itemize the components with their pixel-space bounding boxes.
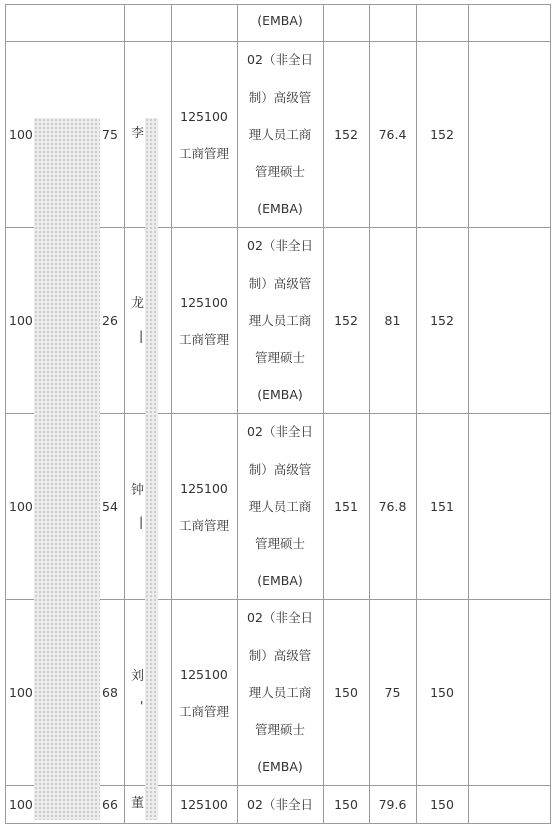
interview-score: 76.8: [378, 499, 407, 514]
student-id-suffix: 66: [102, 797, 118, 812]
student-id-suffix: 26: [102, 313, 118, 328]
direction-line: 02（非全日: [247, 238, 313, 253]
direction-line: 02（非全日: [247, 797, 313, 812]
direction-line: 02（非全日: [247, 52, 313, 67]
direction-cell-tail: (EMBA): [257, 13, 303, 28]
student-id-prefix: 100: [9, 127, 33, 142]
major-name: 工商管理: [178, 146, 229, 161]
direction-line: 02（非全日: [247, 424, 313, 439]
direction-line: 理人员工商: [248, 685, 312, 700]
student-id-prefix: 100: [9, 499, 33, 514]
table-border-bottom: [5, 823, 551, 824]
direction-line: 理人员工商: [248, 499, 312, 514]
column-divider: [124, 4, 125, 824]
major-name: 工商管理: [178, 704, 229, 719]
direction-line: (EMBA): [257, 201, 303, 216]
major-code: 125100: [180, 109, 228, 124]
direction-line: (EMBA): [257, 573, 303, 588]
direction-line: (EMBA): [257, 759, 303, 774]
direction-line: 管理硕士: [254, 350, 305, 365]
student-id-prefix: 100: [9, 685, 33, 700]
major-code: 125100: [180, 667, 228, 682]
interview-score: 75: [384, 685, 401, 700]
total-score: 151: [334, 499, 358, 514]
student-name: 董: [131, 796, 145, 811]
major-code: 125100: [180, 295, 228, 310]
final-score: 152: [430, 127, 454, 142]
column-divider: [550, 4, 551, 824]
direction-line: (EMBA): [257, 387, 303, 402]
total-score: 152: [334, 127, 358, 142]
interview-score: 76.4: [378, 127, 407, 142]
id-redaction-mask: [34, 118, 100, 820]
total-score: 150: [334, 797, 358, 812]
student-id-prefix: 100: [9, 313, 33, 328]
final-score: 151: [430, 499, 454, 514]
major-name: 工商管理: [178, 332, 229, 347]
direction-line: 管理硕士: [254, 536, 305, 551]
row-divider: [5, 41, 551, 42]
student-name: 李: [131, 126, 145, 141]
student-name: 钟: [131, 483, 145, 498]
direction-line: 管理硕士: [254, 722, 305, 737]
direction-line: 制）高级管: [248, 462, 312, 477]
interview-score: 79.6: [378, 797, 407, 812]
direction-line: 制）高级管: [248, 648, 312, 663]
column-divider: [468, 4, 469, 824]
direction-line: 理人员工商: [248, 313, 312, 328]
final-score: 152: [430, 313, 454, 328]
student-id-suffix: 75: [102, 127, 118, 142]
total-score: 150: [334, 685, 358, 700]
direction-line: 制）高级管: [248, 90, 312, 105]
student-id-prefix: 100: [9, 797, 33, 812]
student-name: 龙: [131, 296, 145, 311]
direction-line: 制）高级管: [248, 276, 312, 291]
final-score: 150: [430, 685, 454, 700]
student-name-fragment: |: [139, 328, 144, 343]
interview-score: 81: [384, 313, 401, 328]
student-id-suffix: 54: [102, 499, 118, 514]
total-score: 152: [334, 313, 358, 328]
table-border-top: [5, 4, 551, 5]
direction-line: 理人员工商: [248, 127, 312, 142]
direction-line: 管理硕士: [254, 164, 305, 179]
direction-line: 02（非全日: [247, 610, 313, 625]
name-redaction-mask: [145, 118, 158, 820]
student-name-fragment: |: [139, 514, 144, 529]
major-name: 工商管理: [178, 518, 229, 533]
major-code: 125100: [180, 797, 228, 812]
column-divider: [171, 4, 172, 824]
major-code: 125100: [180, 481, 228, 496]
student-name: 刘: [131, 669, 145, 684]
student-name-fragment: ': [140, 698, 144, 713]
student-id-suffix: 68: [102, 685, 118, 700]
column-divider: [5, 4, 6, 824]
final-score: 150: [430, 797, 454, 812]
